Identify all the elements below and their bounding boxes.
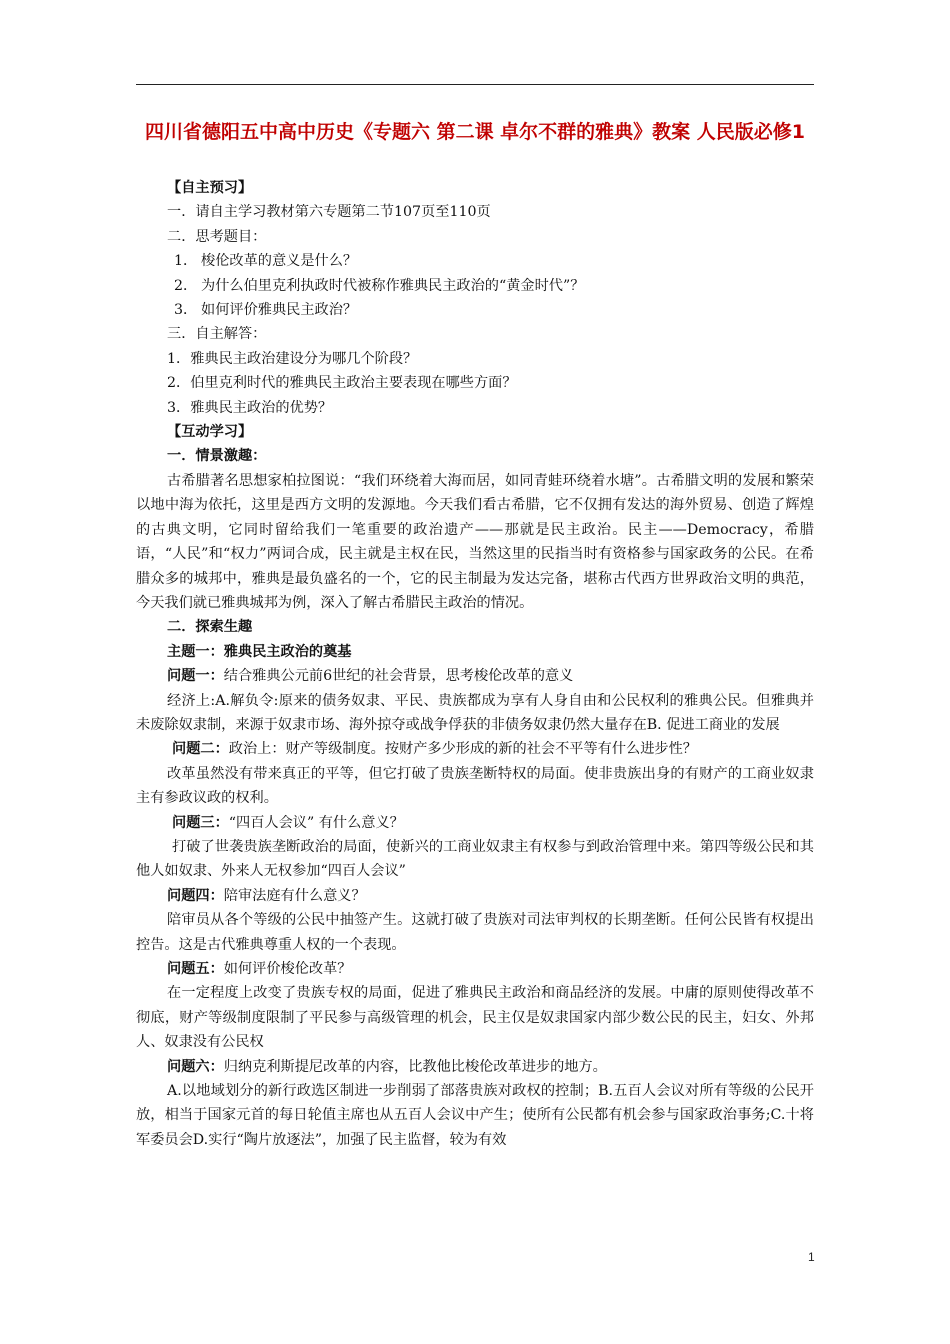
preview-item-3: 三．自主解答： — [167, 326, 267, 343]
question-item: 1． 梭伦改革的意义是什么？ — [174, 253, 358, 270]
preview-heading: 【自主预习】 — [167, 180, 253, 196]
document-title: 四川省德阳五中高中历史《专题六 第二课 卓尔不群的雅典》教案 人民版必修1 — [144, 121, 806, 143]
question-6: 问题六：归纳克利斯提尼改革的内容，比教他比梭伦改革进步的地方。 — [167, 1058, 607, 1075]
question-item: 3． 如何评价雅典民主政治？ — [174, 302, 358, 319]
answer-item: 2．伯里克利时代的雅典民主政治主要表现在哪些方面？ — [167, 375, 517, 392]
scene-paragraph: 古希腊著名思想家柏拉图说：“我们环绕着大海而居，如同青蛙环绕着水塘”。古希腊文明的发展和繁荣以地中海为依托，这里是西方文明的发源地。今天我们看古希腊，它不仅拥有发达的海外贸易、创造了辉煌的古典文明，它同时留给我们一笔重要的政治遗产——那就是民主政治。民主——Democracy，希腊语，“人民”和“权力”两词合成，民主就是主权在民，当然这里的民指当时有资格参与国家政务的公民。在希腊众多的城邦中，雅典是最负盛名的一个，它的民主制最为发达完备，堪称古代西方世界政治文明的典范，今天我们就已雅典城邦为例，深入了解古希腊民主政治的情况。 — [136, 472, 814, 611]
answer-5: 在一定程度上改变了贵族专权的局面，促进了雅典民主政治和商品经济的发展。中庸的原则使得改革不彻底，财产等级制度限制了平民参与高级管理的机会，民主仅是奴隶国家内部少数公民的民主，妇女、外邦人、奴隶没有公民权 — [136, 985, 814, 1051]
question-1: 问题一：结合雅典公元前6世纪的社会背景，思考梭伦改革的意义 — [167, 668, 574, 685]
scene-title: 一．情景激趣： — [167, 448, 267, 465]
answer-2: 改革虽然没有带来真正的平等，但它打破了贵族垄断特权的局面。使非贵族出身的有财产的工商业奴隶主有参政议政的权利。 — [136, 765, 814, 807]
preview-item-1: 一．请自主学习教材第六专题第二节107页至110页 — [167, 204, 491, 221]
question-item: 2． 为什么伯里克利执政时代被称作雅典民主政治的“黄金时代”？ — [174, 277, 585, 294]
page-number: 1 — [808, 1250, 815, 1264]
header-rule — [136, 84, 814, 85]
question-3: 问题三：“四百人会议” 有什么意义？ — [172, 814, 404, 831]
answer-4: 陪审员从各个等级的公民中抽签产生。这就打破了贵族对司法审判权的长期垄断。任何公民皆有权提出控告。这是古代雅典尊重人权的一个表现。 — [136, 912, 814, 953]
answer-3: 打破了世袭贵族垄断政治的局面，使新兴的工商业奴隶主有权参与到政治管理中来。第四等级公民和其他人如奴隶、外来人无权参加“四百人会议” — [136, 838, 814, 880]
interactive-heading: 【互动学习】 — [167, 424, 253, 441]
theme-1-title: 主题一：雅典民主政治的奠基 — [167, 643, 352, 660]
question-5: 问题五：如何评价梭伦改革？ — [167, 961, 352, 977]
answer-1: 经济上:A.解负令:原来的债务奴隶、平民、贵族都成为享有人身自由和公民权利的雅典公民。但雅典并未废除奴隶制，来源于奴隶市场、海外掠夺或战争俘获的非债务奴隶仍然大量存在B. 促进工商业的发展 — [136, 692, 814, 733]
explore-title: 二．探索生趣 — [167, 619, 253, 636]
answer-item: 1．雅典民主政治建设分为哪几个阶段？ — [167, 350, 418, 367]
answer-6: A.以地域划分的新行政选区制进一步削弱了部落贵族对政权的控制；B.五百人会议对所有等级的公民开放，相当于国家元首的每日轮值主席也从五百人会议中产生；使所有公民都有机会参与国家政治事务;C.十将军委员会D.实行“陶片放逐法”，加强了民主监督，较为有效 — [136, 1083, 814, 1148]
answer-item: 3．雅典民主政治的优势？ — [167, 399, 333, 416]
preview-item-2: 二．思考题目： — [167, 228, 267, 245]
document-body — [136, 176, 814, 1152]
question-2: 问题二：政治上：财产等级制度。按财产多少形成的新的社会不平等有什么进步性？ — [172, 741, 697, 758]
question-4: 问题四：陪审法庭有什么意义？ — [167, 887, 366, 904]
